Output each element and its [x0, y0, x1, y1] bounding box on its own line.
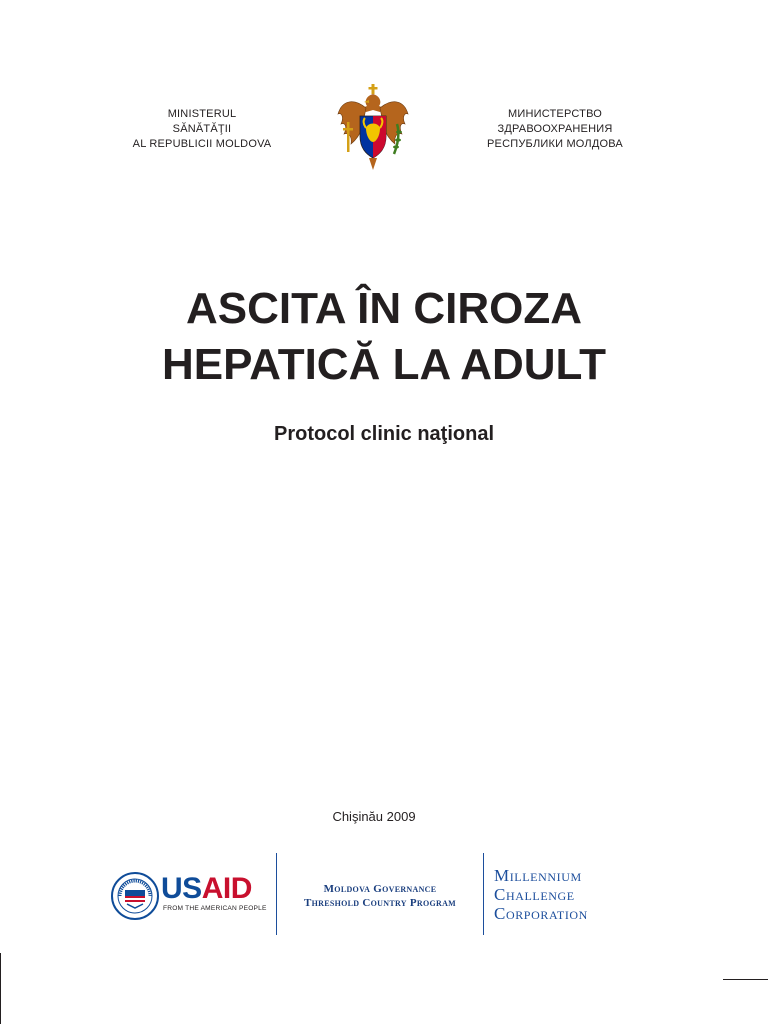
ministry-name-russian	[470, 107, 640, 152]
ministry-name-romanian	[122, 107, 282, 152]
ministry-ro-line-3: AL REPUBLICII MOLDOVA	[132, 138, 272, 150]
usaid-wordmark-aid: AID	[201, 872, 252, 905]
crop-mark-left	[0, 953, 1, 1024]
publication-place-year: Chişinău 2009	[332, 809, 416, 824]
usaid-wordmark-us: US	[161, 872, 202, 905]
document-title-line-1: ASCITA ÎN CIROZA	[186, 284, 582, 333]
ministry-ru-line-1: МИНИСТЕРСТВО	[508, 108, 602, 120]
moldova-governance-threshold-program-logo	[280, 882, 480, 910]
document-subtitle: Protocol clinic naţional	[273, 423, 495, 445]
logo-divider	[276, 853, 277, 935]
usaid-seal-icon	[111, 872, 159, 920]
mgtcp-line-2: Threshold Country Program	[303, 897, 457, 909]
mcc-line-3: Corporation	[494, 904, 588, 923]
ministry-ro-line-1: MINISTERUL	[167, 108, 237, 120]
logo-divider	[483, 853, 484, 935]
mcc-line-2: Challenge	[494, 885, 575, 904]
millennium-challenge-corporation-logo	[494, 866, 588, 923]
document-title-line-2: HEPATICĂ LA ADULT	[161, 340, 607, 389]
ministry-ru-line-2: ЗДРАВООХРАНЕНИЯ	[497, 123, 613, 135]
ministry-ro-line-2: SĂNĂTĂŢII	[172, 123, 232, 135]
usaid-tagline: FROM THE AMERICAN PEOPLE	[163, 905, 267, 912]
usaid-wordmark	[161, 873, 252, 905]
coat-of-arms-icon	[336, 84, 410, 174]
ministry-ru-line-3: РЕСПУБЛИКИ МОЛДОВА	[487, 138, 623, 150]
crop-mark-right	[723, 979, 768, 980]
mgtcp-line-1: Moldova Governance	[323, 883, 437, 895]
mcc-line-1: Millennium	[494, 866, 582, 885]
